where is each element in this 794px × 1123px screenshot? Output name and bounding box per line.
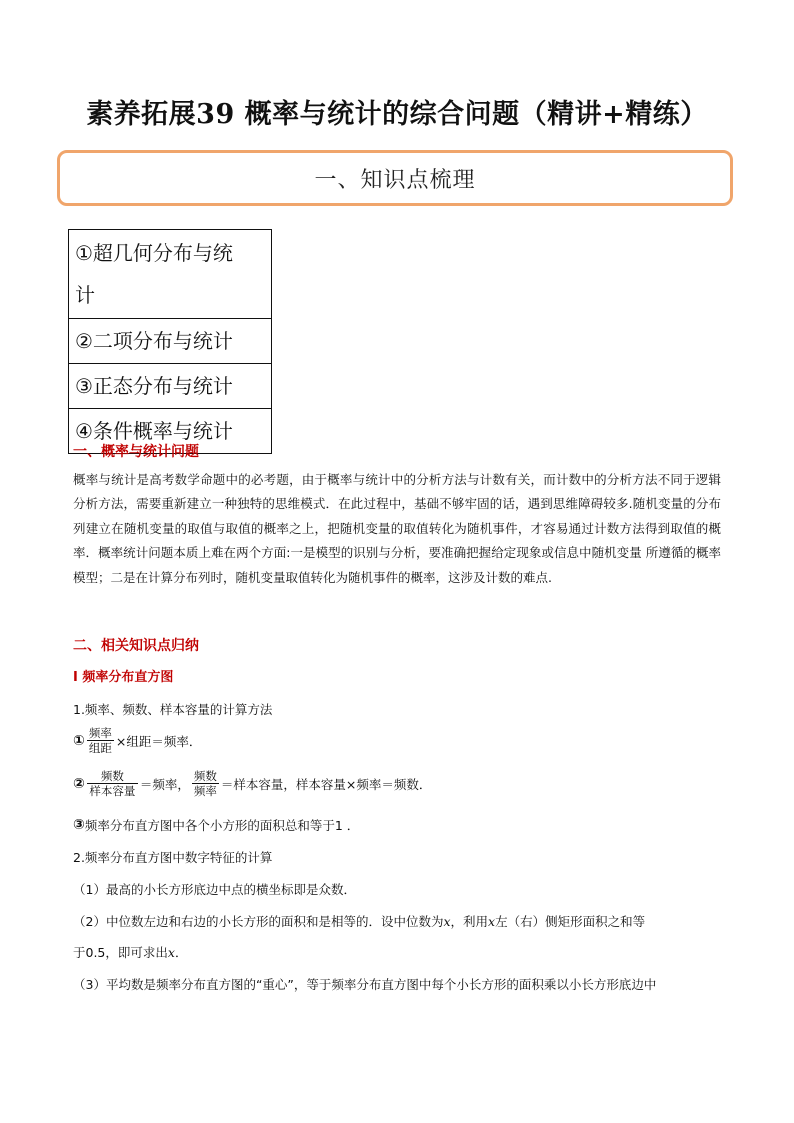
fraction-count-over-sample-size: [87, 769, 138, 798]
item2-point2-text-c: 左（右）侧矩形面积之和等: [495, 914, 646, 929]
fraction-count-over-frequency: [192, 769, 219, 798]
table-row: [69, 364, 272, 409]
item2-point2-text-b: ，利用: [450, 914, 489, 929]
knowledge-points-table: [68, 229, 272, 454]
item2-point2-text-e: ．: [174, 945, 188, 960]
item2-title: 2.频率分布直方图中数字特征的计算: [73, 850, 273, 865]
fraction-numerator: 频率: [88, 726, 112, 740]
formula-3-text: 频率分布直方图中各个小方形的面积总和等于1 ．: [84, 818, 360, 833]
intro-paragraph: 概率与统计是高考数学命题中的必考题，由于概率与统计中的分析方法与计数有关，而计数中的分析方法不同于逻辑分析方法，需要重新建立一种独特的思维模式．在此过程中，基础不够牢固的话，遇到思维障碍较多.随机变量的分布列建立在随机变量的取值与取值的概率之上，把随机变量的取值转化为随机事件，才容易通过计数方法得到取值的概率．概率统计问题本质上难在两个方面:一是模型的识别与分析，要准确把握给定现象或信息中随机变量 所遵循的概率模型；二是在计算分布列时，随机变量取值转化为随机事件的概率，这涉及计数的难点.: [73, 472, 721, 585]
table-row: [69, 319, 272, 364]
formula-1: [73, 726, 201, 755]
formula-2-mid: ＝频率，: [139, 776, 190, 792]
item1-title: 1.频率、频数、样本容量的计算方法: [73, 702, 273, 717]
toc-item-3: ③正态分布与统计: [69, 364, 272, 409]
table-row: [69, 230, 272, 319]
fraction-numerator: 频数: [87, 769, 138, 784]
fraction-denominator: 频率: [193, 784, 217, 798]
fraction-denominator: 组距: [88, 741, 112, 755]
fraction-numerator: 频数: [193, 769, 217, 783]
formula-3: [73, 816, 359, 834]
variable-x: x: [167, 945, 175, 960]
formula-1-rest: ×组距＝频率．: [115, 733, 202, 749]
toc-item-2: ②二项分布与统计: [69, 319, 272, 364]
variable-x: x: [443, 914, 451, 929]
subheading-histogram: Ⅰ 频率分布直方图: [73, 670, 174, 685]
fraction-frequency-over-width: [87, 726, 114, 755]
item2-point2-line2: [73, 943, 187, 961]
heading-related-knowledge: 二、相关知识点归纳: [73, 638, 199, 654]
item2-point1: （1）最高的小长方形底边中点的横坐标即是众数．: [73, 882, 356, 897]
formula-1-marker: ①: [73, 732, 85, 749]
section-header-text: 一、知识点梳理: [314, 167, 476, 193]
item2-point2-line1: [73, 912, 645, 930]
variable-x: x: [488, 914, 496, 929]
section-header-box: [57, 150, 733, 206]
formula-2-rest: ＝样本容量，样本容量×频率＝频数．: [220, 776, 432, 792]
formula-3-marker: ③: [73, 817, 85, 833]
formula-2: [73, 769, 431, 798]
table-cell: [69, 230, 272, 319]
formula-2-marker: ②: [73, 775, 85, 792]
item2-point3: （3）平均数是频率分布直方图的“重心”，等于频率分布直方图中每个小长方形的面积乘以小长方形底边中: [73, 977, 657, 992]
toc-item-1-line2: 计: [75, 283, 95, 307]
heading-probability-statistics: 一、概率与统计问题: [73, 444, 199, 460]
item2-point2-text-d: 于0.5，即可求出: [73, 945, 168, 960]
toc-item-1-line1: ①超几何分布与统: [75, 241, 233, 265]
fraction-denominator: 样本容量: [89, 784, 136, 798]
page-title: 素养拓展39 概率与统计的综合问题（精讲+精练）: [86, 99, 708, 130]
toc-item-4: ④条件概率与统计: [69, 409, 272, 454]
item2-point2-text-a: （2）中位数左边和右边的小长方形的面积和是相等的．设中位数为: [73, 914, 444, 929]
